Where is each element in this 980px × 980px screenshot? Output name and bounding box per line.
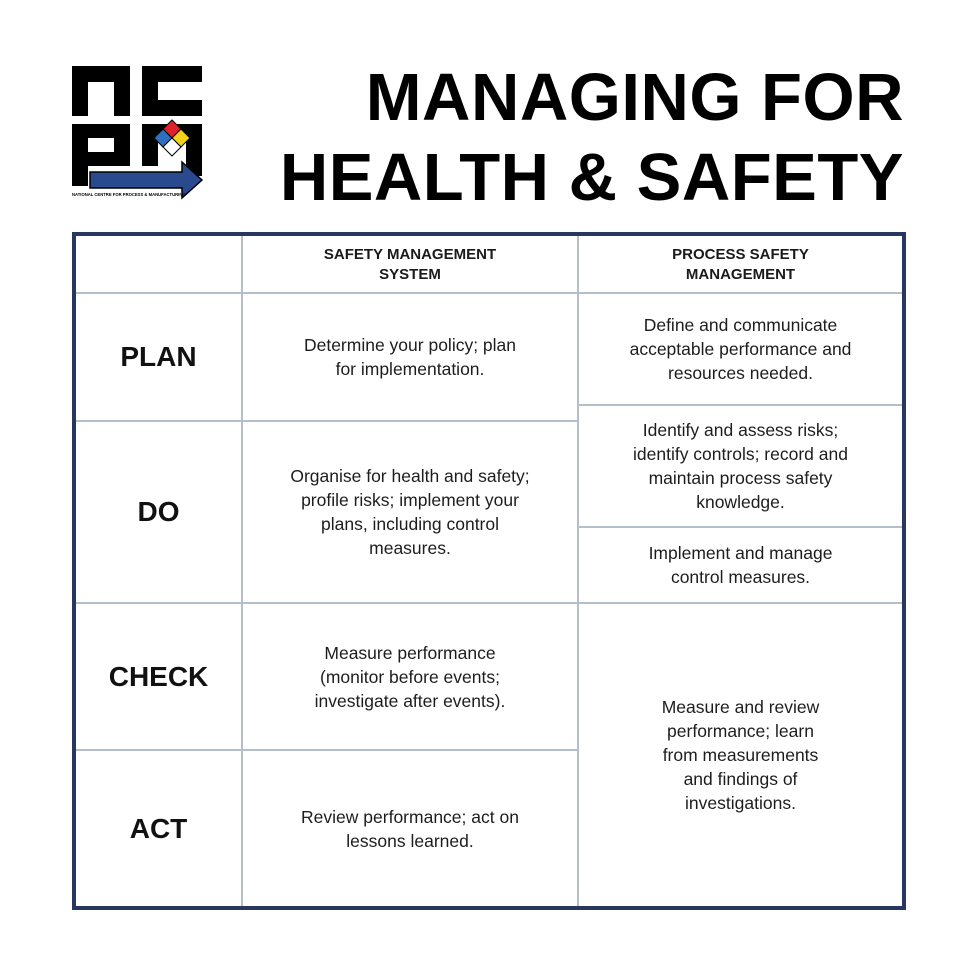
sms-act: Review performance; act on lessons learned. xyxy=(301,806,519,851)
sms-check: Measure performance (monitor before events; investigate after events). xyxy=(314,642,506,711)
header-empty xyxy=(76,236,242,293)
ncpm-logo-graphic xyxy=(72,66,206,200)
psm-measure-review: Measure and review performance; learn from measurements and findings of investigations. xyxy=(661,697,820,813)
header-safety-management-system: SAFETY MANAGEMENT SYSTEM xyxy=(323,245,497,283)
logo-caption: NATIONAL CENTRE FOR PROCESS & MANUFACTURING xyxy=(72,192,186,197)
page-title xyxy=(280,58,904,218)
title-line-2: HEALTH & SAFETY xyxy=(279,140,904,215)
sms-plan: Determine your policy; plan for implementation. xyxy=(303,335,517,379)
title-line-1: MANAGING FOR xyxy=(365,60,904,135)
ncpm-logo xyxy=(72,66,206,200)
phase-do: DO xyxy=(137,496,180,527)
pdca-table xyxy=(72,232,906,910)
sms-do: Organise for health and safety; profile risks; implement your plans, including control measures. xyxy=(290,466,530,558)
psm-define: Define and communicate acceptable performance and resources needed. xyxy=(629,315,852,383)
phase-act: ACT xyxy=(129,812,188,844)
header-process-safety-management: PROCESS SAFETY MANAGEMENT xyxy=(672,245,809,283)
phase-plan: PLAN xyxy=(120,341,197,372)
phase-check: CHECK xyxy=(108,660,209,692)
psm-implement: Implement and manage control measures. xyxy=(648,543,833,587)
psm-identify: Identify and assess risks; identify controls; record and maintain process safety knowledge. xyxy=(633,420,848,512)
